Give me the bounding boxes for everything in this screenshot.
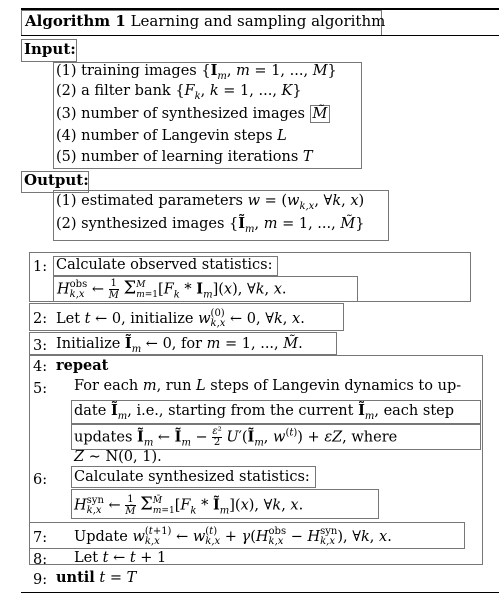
input-item-5: (5) number of learning iterations T [56, 149, 313, 165]
output-item-2: (2) synthesized images {$Ĩ_m$, m = 1, ..., M̃} [56, 215, 365, 235]
step-7-text: Update w (t+1) k,x ← w (t) k,x + γ(H obs k,x − H syn k,x ), ∀k, x. [74, 526, 392, 547]
step-6-number: 6: [33, 472, 48, 488]
step-5-line-1: For each m, run L steps of Langevin dynamics to up- [74, 378, 462, 394]
step-9-number: 9: [33, 572, 48, 588]
title-rule [21, 35, 499, 36]
step-4-text: repeat [56, 357, 109, 374]
algorithm-name: Learning and sampling algorithm [130, 12, 386, 30]
step-7-number: 7: [33, 530, 48, 546]
input-item-1: (1) training images {$I_m$, m = 1, ..., M} [56, 62, 337, 82]
step-2-text: Let t ← 0, initialize w (0) k,x ← 0, ∀k, x. [56, 308, 305, 329]
step-3-number: 3: [33, 338, 48, 354]
step-2-number: 2: [33, 311, 48, 327]
algorithm-title [25, 13, 385, 30]
step-6-text: Calculate synthesized statistics: [74, 469, 310, 485]
step-5-line-3: updates $Ĩ_m$ ← $Ĩ_m$ − $\frac{\text{ε²}}{2}$ $U'(Ĩ_m$, $w^{(t)}) + \varepsilon Z$, where [74, 426, 398, 449]
output-heading: Output: [24, 171, 89, 189]
output-item-1: (1) estimated parameters $w = (w_{k,x}$, ∀k, x) [56, 193, 365, 212]
input-item-2: (2) a filter bank {$F_k$, k = 1, ..., K} [56, 83, 302, 102]
step-6-formula: H syn k,x ← $\frac{1}{M̃}$ Σ M̃ m=1 [$F_k$ * $Ĩ_m](x)$, ∀k, x. [74, 493, 304, 517]
step-5-line-2: date $Ĩ_m$, i.e., starting from the current $Ĩ_m$, each step [74, 402, 455, 422]
step-1-number: 1: [33, 259, 48, 275]
step-4-number: 4: [33, 359, 48, 375]
input-item-4: (4) number of Langevin steps L [56, 128, 287, 144]
step-1-text: Calculate observed statistics: [56, 257, 273, 273]
step-1-formula: H obs k,x ← $\frac{1}{M}$ Σ M m=1 $[F_k * I_m](x)$, ∀k, x. [57, 277, 287, 301]
step-8-text: Let t ← t + 1 [74, 550, 167, 566]
step-5-line-4: Z ∼ N(0, 1). [74, 449, 162, 465]
input-item-3: (3) number of synthesized images M̃ [56, 106, 330, 123]
input-heading: Input: [24, 40, 76, 58]
step-8-number: 8: [33, 552, 48, 568]
step-9-text: until t = T [56, 569, 137, 586]
step-5-number: 5: [33, 381, 48, 397]
bottom-rule [21, 592, 499, 593]
step-3-text: Initialize $Ĩ_m$ ← 0, for m = 1, ..., M̃. [56, 335, 303, 355]
algorithm-label: Algorithm 1 [25, 12, 126, 30]
